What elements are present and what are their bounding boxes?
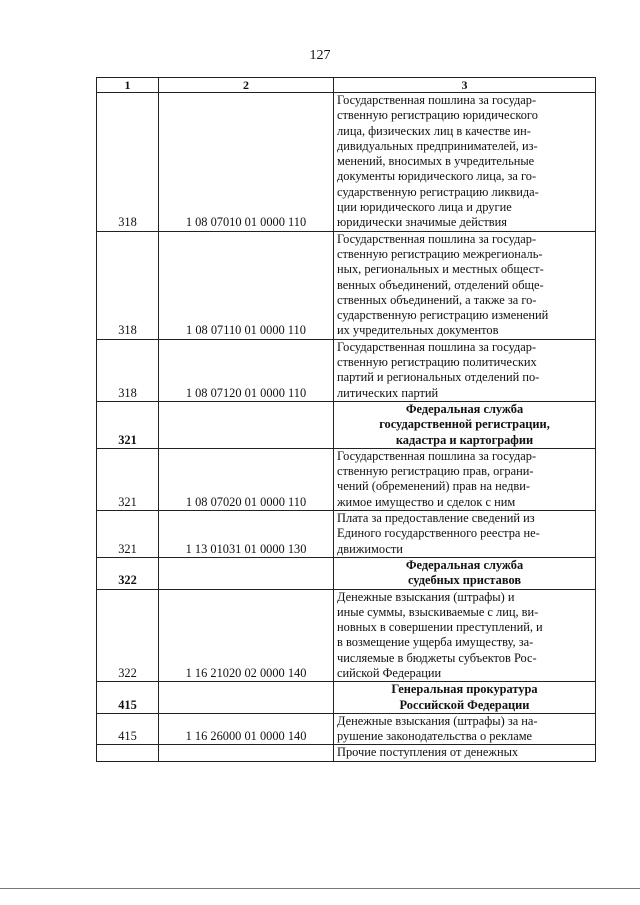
column-header-3: 3	[334, 78, 596, 93]
description-line: ственную регистрацию политических	[337, 355, 537, 370]
page-number: 127	[309, 48, 331, 63]
table-header-row	[97, 78, 596, 93]
admin-code: 318	[97, 93, 159, 232]
revenue-code: 1 08 07020 01 0000 110	[159, 448, 334, 510]
description-line: государственной регистрации,	[379, 417, 550, 432]
revenue-description	[334, 448, 596, 510]
description-line: Федеральная служба	[405, 557, 524, 572]
admin-code: 321	[97, 511, 159, 558]
table-row	[97, 713, 596, 745]
description-line: Единого государственного реестра не-	[337, 526, 540, 541]
admin-code: 322	[97, 589, 159, 682]
description-line: числяемые в бюджеты субъектов Рос-	[337, 650, 537, 665]
revenue-code: 1 16 21020 02 0000 140	[159, 589, 334, 682]
revenue-code: 1 08 07010 01 0000 110	[159, 93, 334, 232]
revenue-code: 1 13 01031 01 0000 130	[159, 511, 334, 558]
admin-code: 321	[97, 448, 159, 510]
revenue-code	[159, 401, 334, 448]
description-line: Российской Федерации	[399, 697, 530, 712]
column-header-2: 2	[159, 78, 334, 93]
revenue-code	[159, 682, 334, 714]
admin-code: 415	[97, 713, 159, 745]
description-line: судебных приставов	[407, 573, 522, 588]
description-line: сийской Федерации	[337, 665, 442, 680]
description-line: ственную регистрацию межрегиональ-	[337, 246, 543, 261]
description-line: литических партий	[337, 385, 439, 400]
revenue-code: 1 08 07110 01 0000 110	[159, 231, 334, 339]
admin-code: 318	[97, 231, 159, 339]
description-line: Государственная пошлина за государ-	[337, 448, 537, 463]
table-row	[97, 231, 596, 339]
description-line: новных в совершении преступлений, и	[337, 620, 543, 635]
revenue-code: 1 16 26000 01 0000 140	[159, 713, 334, 745]
description-line: Прочие поступления от денежных	[337, 745, 519, 760]
description-line: дивидуальных предпринимателей, из-	[337, 138, 538, 153]
table-row	[97, 511, 596, 558]
description-line: жимое имущество и сделок с ним	[337, 494, 516, 509]
revenue-description	[334, 231, 596, 339]
revenue-description	[334, 93, 596, 232]
description-line: ственную регистрацию юридического	[337, 108, 538, 123]
description-line: Денежные взыскания (штрафы) и	[337, 589, 515, 604]
revenue-description	[334, 713, 596, 745]
description-line: кадастра и картографии	[395, 432, 534, 447]
revenue-code	[159, 745, 334, 761]
description-line: движимости	[337, 541, 403, 556]
description-line: ственных объединений, а также за го-	[337, 292, 537, 307]
organization-name	[334, 401, 596, 448]
revenue-description	[334, 745, 596, 761]
footer-rule	[0, 888, 640, 889]
budget-classification-table	[96, 77, 596, 762]
table-row	[97, 589, 596, 682]
description-line: партий и региональных отделений по-	[337, 370, 540, 385]
table-row	[97, 339, 596, 401]
organization-row	[97, 682, 596, 714]
description-line: юридически значимые действия	[337, 215, 507, 230]
description-line: документы юридического лица, за го-	[337, 169, 537, 184]
description-line: иные суммы, взыскиваемые с лиц, ви-	[337, 604, 539, 619]
description-line: сударственную регистрацию ликвида-	[337, 184, 539, 199]
organization-name	[334, 682, 596, 714]
description-line: лица, физических лиц в качестве ин-	[337, 123, 531, 138]
description-line: венных объединений, отделений обще-	[337, 277, 544, 292]
description-line: их учредительных документов	[337, 323, 499, 338]
table-row	[97, 745, 596, 761]
revenue-description	[334, 589, 596, 682]
description-line: Федеральная служба	[405, 401, 524, 416]
revenue-description	[334, 339, 596, 401]
organization-row	[97, 401, 596, 448]
table-row	[97, 448, 596, 510]
description-line: Денежные взыскания (штрафы) за на-	[337, 713, 538, 728]
description-line: ственную регистрацию прав, ограни-	[337, 464, 534, 479]
organization-name	[334, 557, 596, 589]
table-body	[97, 93, 596, 762]
organization-code: 322	[97, 557, 159, 589]
description-line: рушение законодательства о рекламе	[337, 729, 533, 744]
table-row	[97, 93, 596, 232]
description-line: Государственная пошлина за государ-	[337, 231, 537, 246]
description-line: Генеральная прокуратура	[391, 682, 538, 697]
revenue-code: 1 08 07120 01 0000 110	[159, 339, 334, 401]
column-header-1: 1	[97, 78, 159, 93]
organization-code: 415	[97, 682, 159, 714]
description-line: в возмещение ущерба имуществу, за-	[337, 635, 534, 650]
revenue-description	[334, 511, 596, 558]
organization-code: 321	[97, 401, 159, 448]
description-line: ных, региональных и местных общест-	[337, 262, 544, 277]
revenue-code	[159, 557, 334, 589]
description-line: Плата за предоставление сведений из	[337, 511, 535, 526]
description-line: чений (обременений) прав на недви-	[337, 479, 531, 494]
organization-row	[97, 557, 596, 589]
description-line: Государственная пошлина за государ-	[337, 339, 537, 354]
description-line: сударственную регистрацию изменений	[337, 308, 549, 323]
admin-code: 318	[97, 339, 159, 401]
description-line: ции юридического лица и другие	[337, 200, 512, 215]
description-line: менений, вносимых в учредительные	[337, 154, 535, 169]
description-line: Государственная пошлина за государ-	[337, 93, 537, 107]
admin-code	[97, 745, 159, 761]
